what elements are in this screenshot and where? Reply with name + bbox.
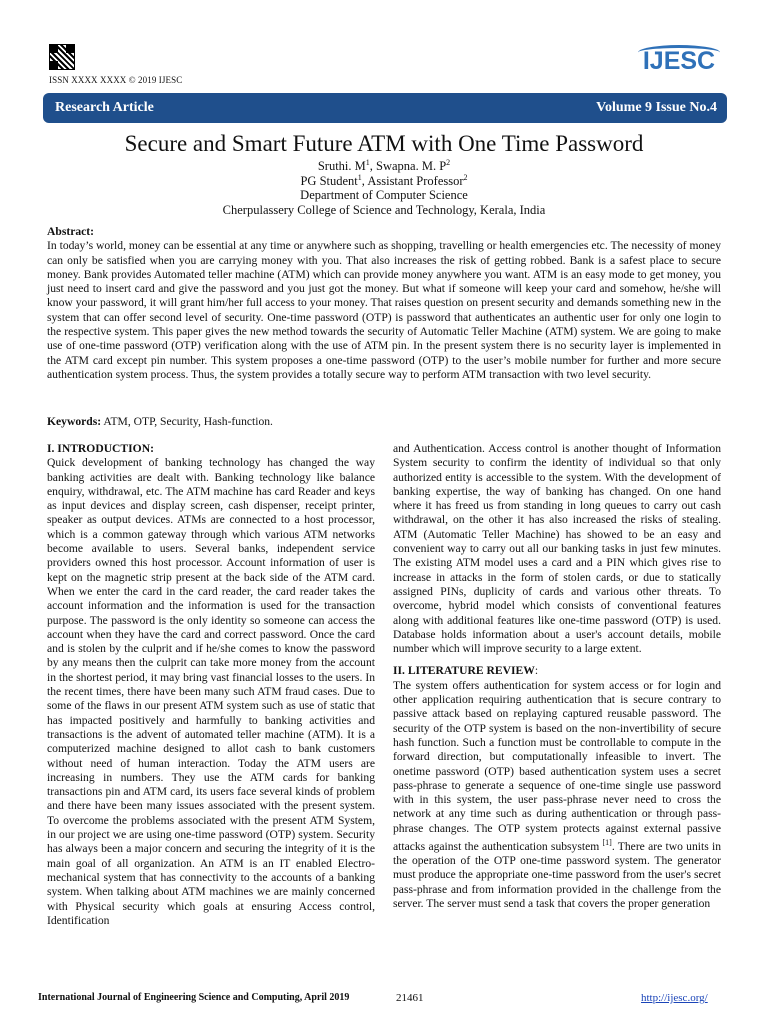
intro-continued: and Authentication. Access control is another thought of Information System security to confirm the identity of individual so that only authorized entity is accessible to the system. With the development of banking expertise, the way of banking has changed. On one hand where it has freed us from standing in long queues to carry out cash withdrawal, on the other it has also increased the risks of stealing. ATM (Automatic Teller Machine) has showed to be an easy and convenient way to carry out all our banking tasks in just few minutes. The existing ATM model uses a card and a PIN which gives rise to increase in attacks in the form of stolen cards, or due to statically assigned PINs, duplicity of cards and various other threats. To overcome, hybrid model which consists of conventional features along with additional features like one-time password (OTP) is used. Database holds information about a user's account details, mobile number which will improve security to a large extent. [393, 442, 721, 656]
volume-issue: Volume 9 Issue No.4 [596, 100, 717, 115]
literature-heading [393, 664, 721, 678]
qr-code-icon [49, 44, 75, 70]
role-1-sup: 1 [357, 173, 362, 182]
footer-url-link[interactable]: http://ijesc.org/ [641, 992, 708, 1004]
abstract-label: Abstract: [47, 225, 95, 238]
header-banner [43, 93, 727, 123]
author-2: Swapna. M. P [376, 159, 447, 174]
footer-journal: International Journal of Engineering Science and Computing, April 2019 [38, 992, 350, 1003]
role-1: PG Student [300, 174, 358, 189]
college: Cherpulassery College of Science and Technology, Kerala, India [222, 203, 546, 217]
right-column [393, 442, 721, 911]
intro-heading: I. INTRODUCTION: [47, 442, 154, 455]
literature-ref: [1] [602, 838, 612, 848]
abstract-text: In today’s world, money can be essential at any time or anywhere such as shopping, travelling or health emergencies etc. The necessity of money can only be satisfied when you are carrying money with you. That also increases the risk of getting robbed. Bank is a safest place to secure money. Bank provides Automated teller machine (ATM) which can provide money anywhere you want. ATM is an easy mode to get money, you just need to insert card and give the password and you just got the money. But what if someone will keep your card and somehow, he/she will know your password, it will grant him/her full access to your money. That raises question on present security and demands something new in the system that can offer second level of security. One-time password (OTP) is password that authenticates an authentic user for only one login to the respective system. This paper gives the new method towards the security of Automatic Teller Machine (ATM) system. We are going to make use of one-time password (OTP) verification along with the use of ATM pin. In the present system there is no security layer is implemented in the ATM card except pin number. This system proposes a one-time password (OTP) to the user’s mobile number for further and more secure authentication system process. Thus, the system provides a totally secure way to perform ATM transaction with two level security. [47, 239, 721, 381]
footer-page-number: 21461 [396, 992, 424, 1004]
abstract-section [47, 225, 721, 382]
keywords-label: Keywords: [47, 415, 102, 428]
logo-text: IJESC [642, 47, 716, 75]
journal-logo [634, 45, 724, 79]
intro-text: Quick development of banking technology has changed the way banking activities are dealt with. Banking technology like balance enquiry, withdrawal, etc. The ATM machine has card Reader and keys as input devices and display screen, cash dispenser, receipt printer, speaker as output devices. ATMs are connected to a host processor, which is a common gateway through which various ATM networks become available to users. Several banks, independent service providers owned this host processor. Account information of user is kept on the magnetic strip present at the back side of the ATM card. When we enter the card in the card reader, the card reader takes the account information and the information is used for the transaction purpose. The password is the only identity so someone can access the account when they have the card and correct password. Once the card and is stolen by the culprit and if he/she comes to know the password by any means then the culprit can take more money from the account in the shortest period, it may bring vast financial losses to the users. In the recent times, there have been many such ATM fraud cases. Due to some of the flaws in our present ATM system such as use of static that has impacted positively and harmfully to banking activities and transactions is the advent of automated teller machine (ATM). It is a computerized machine designed to allot cash to bank customers without need of human interaction. Today the ATM users are increasing in numbers. They use the ATM cards for banking transactions pin and ATM card, its users face several kinds of problem and there have been many issues associated with the present system. To overcome the problems associated with the present ATM System, in our project we are using one-time password (OTP) system. Security has always been a major concern and securing the integrity of it is the main goal of all organization. An ATM is an IT enabled Electro-mechanical system that has connectivity to the accounts of a banking system. When talking about ATM machines we are mainly concerned with Physical security which goals at ensuring Access control, Identification [47, 456, 375, 927]
role-2: Assistant Professor [367, 174, 464, 189]
role-2-sup: 2 [463, 173, 468, 182]
authors [0, 158, 768, 174]
author-2-sup: 2 [446, 158, 451, 167]
literature-text [393, 679, 721, 912]
department: Department of Computer Science [300, 188, 468, 202]
paper-title: Secure and Smart Future ATM with One Time Password [124, 131, 644, 156]
literature-text-1: The system offers authentication for system access or for login and other application requiring authentication that is secure contrary to passive attack based on replaying captured reusable password. The security of the OTP system is based on the non-invertibility of secure hash function. Such a function must be controllable to compute in the forward direction, but computationally infeasible to invert. The onetime password (OTP) based authentication system uses a secret pass-phrase to generate a sequence of one-time single use password with in this system, the user pass-phrase never need to cross the network at any time such as during authentication or through pass-phrase changes. The OTP system protects against external passive attacks against the authentication subsystem [393, 678, 721, 853]
keywords [47, 415, 273, 428]
article-type: Research Article [55, 100, 154, 115]
author-1-sup: 1 [365, 158, 370, 167]
keywords-text: ATM, OTP, Security, Hash-function. [101, 415, 273, 428]
literature-heading-text: II. LITERATURE REVIEW [393, 664, 535, 678]
author-roles [0, 173, 768, 189]
left-column [47, 442, 375, 928]
author-sep: , [369, 159, 377, 174]
literature-text-2: . There are two units in the operation of the OTP one-time password system. The generator must produce the appropriate one-time password from the user's secret pass-phrase and from information provided in the challenge from the server. The server must send a task that covers the proper generation [393, 839, 722, 911]
issn-text: ISSN XXXX XXXX © 2019 IJESC [49, 75, 183, 85]
author-1: Sruthi. M [317, 159, 366, 174]
literature-heading-colon: : [534, 664, 539, 678]
role-sep: , [361, 174, 368, 189]
